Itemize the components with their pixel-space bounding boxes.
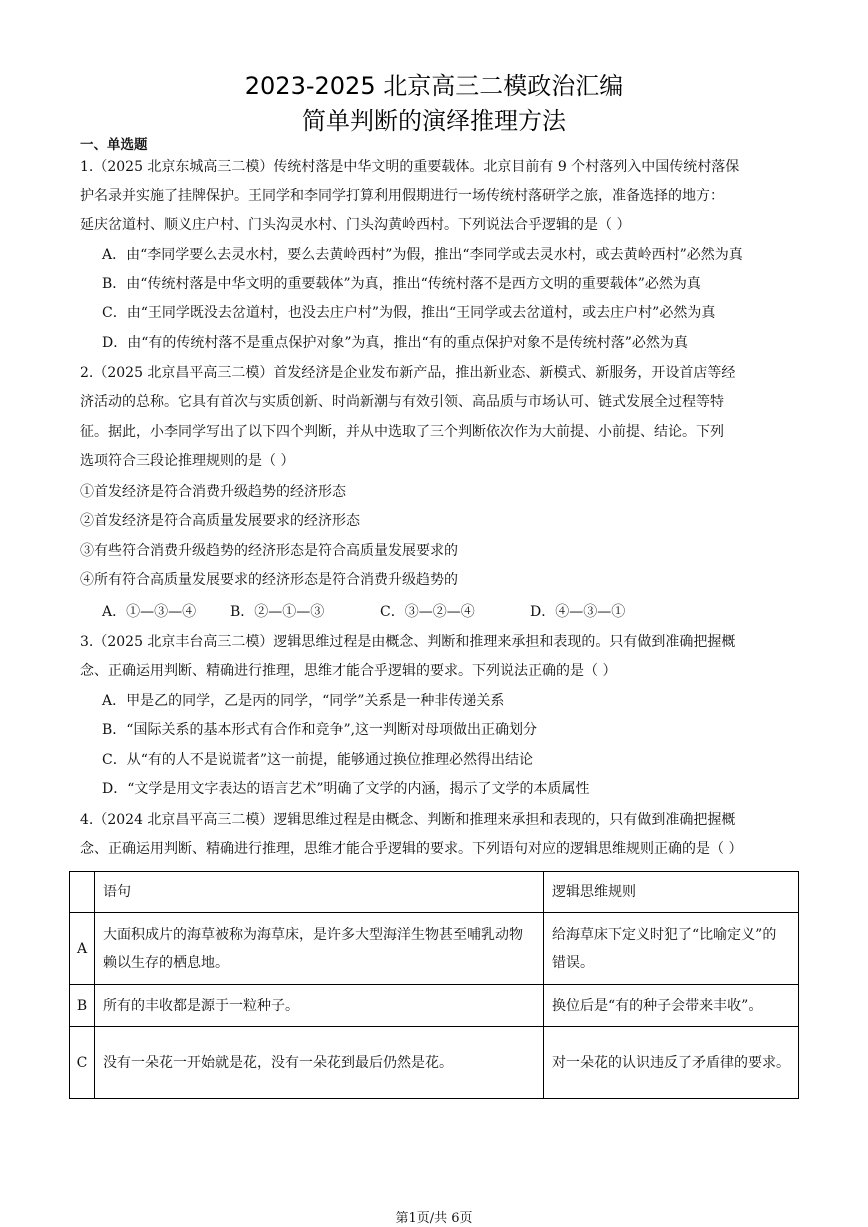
row-rule: 换位后是“有的种子会带来丰收”。 [544,985,799,1027]
q2-options-row [102,602,828,622]
row-sentence: 没有一朵花一开始就是花，没有一朵花到最后仍然是花。 [95,1027,544,1099]
document-subtitle: 简单判断的演绎推理方法 [302,107,566,135]
q4-stem-line: 4.（2024 北京昌平高三二模）逻辑思维过程是由概念、判断和推理来承担和表现的，只有做到准确把握概 [80,812,736,828]
q2-statement-4: ④所有符合高质量发展要求的经济形态是符合消费升级趋势的 [80,572,458,588]
table-header-sentence: 语句 [95,872,544,913]
row-option-label: A [70,913,95,985]
table-row [70,985,799,1027]
q1-stem-line: 护名录并实施了挂牌保护。王同学和李同学打算利用假期进行一场传统村落研学之旅，准备选择的地方： [80,188,724,204]
q2-option-d: D．④—③—① [530,604,626,620]
page-footer: 第1页/共 6页 [395,1211,473,1226]
q2-option-a: A．①—③—④ [102,604,197,620]
section-heading: 一、单选题 [80,137,148,153]
q1-option-b: B．由“传统村落是中华文明的重要载体”为真，推出“传统村落不是西方文明的重要载体”必然为真 [102,276,701,292]
row-sentence: 大面积成片的海草被称为海草床，是许多大型海洋生物甚至哺乳动物赖以生存的栖息地。 [95,913,544,985]
q3-option-b: B．“国际关系的基本形式有合作和竞争”,这一判断对母项做出正确划分 [102,722,538,738]
q4-stem-line: 念、正确运用判断、精确进行推理，思维才能合乎逻辑的要求。下列语句对应的逻辑思维规则正确的是（ ） [80,841,743,857]
table-row [70,913,799,985]
q3-stem-line: 3.（2025 北京丰台高三二模）逻辑思维过程是由概念、判断和推理来承担和表现的。只有做到准确把握概 [80,634,736,650]
q2-statement-1: ①首发经济是符合消费升级趋势的经济形态 [80,484,346,500]
q2-statement-3: ③有些符合消费升级趋势的经济形态是符合高质量发展要求的 [80,543,458,559]
table-header-option [70,872,95,913]
q2-option-c: C．③—②—④ [380,604,475,620]
q1-option-c: C．由“王同学既没去岔道村，也没去庄户村”为假，推出“王同学或去岔道村，或去庄户村”必然为真 [102,305,716,321]
q4-options-table [69,871,799,1099]
q2-statement-2: ②首发经济是符合高质量发展要求的经济形态 [80,513,360,529]
table-header-rule: 逻辑思维规则 [544,872,799,913]
q2-stem-line: 2.（2025 北京昌平高三二模）首发经济是企业发布新产品，推出新业态、新模式、新服务，开设首店等经 [80,365,736,381]
table-row [70,1027,799,1099]
q1-stem-line: 延庆岔道村、顺义庄户村、门头沟灵水村、门头沟黄岭西村。下列说法合乎逻辑的是（ ） [80,217,631,233]
row-option-label: B [70,985,95,1027]
document-title: 2023-2025 北京高三二模政治汇编 [244,72,624,100]
row-sentence: 所有的丰收都是源于一粒种子。 [95,985,544,1027]
table-header-row [70,872,799,913]
q3-option-a: A．甲是乙的同学，乙是丙的同学，“同学”关系是一种非传递关系 [102,693,505,709]
q3-option-d: D．“文学是用文字表达的语言艺术”明确了文学的内涵，揭示了文学的本质属性 [102,781,590,797]
q1-option-a: A．由“李同学要么去灵水村，要么去黄岭西村”为假，推出“李同学或去灵水村，或去黄岭西村”必然为真 [102,247,743,263]
q3-stem-line: 念、正确运用判断、精确进行推理，思维才能合乎逻辑的要求。下列说法正确的是（ ） [80,663,617,679]
row-option-label: C [70,1027,95,1099]
q1-option-d: D．由“有的传统村落不是重点保护对象”为真，推出“有的重点保护对象不是传统村落”必然为真 [102,335,688,351]
row-rule: 给海草床下定义时犯了“比喻定义”的错误。 [544,913,799,985]
q2-stem-line: 征。据此，小李同学写出了以下四个判断，并从中选取了三个判断依次作为大前提、小前提、结论。下列 [80,424,724,440]
q2-option-b: B．②—①—③ [230,604,325,620]
q2-stem-line: 选项符合三段论推理规则的是（ ） [80,453,295,469]
q1-stem-line: 1.（2025 北京东城高三二模）传统村落是中华文明的重要载体。北京目前有 9 个村落列入中国传统村落保 [80,159,740,175]
row-rule: 对一朵花的认识违反了矛盾律的要求。 [544,1027,799,1099]
q3-option-c: C．从“有的人不是说谎者”这一前提，能够通过换位推理必然得出结论 [102,752,534,768]
q2-stem-line: 济活动的总称。它具有首次与实质创新、时尚新潮与有效引领、高品质与市场认可、链式发展全过程等特 [80,394,724,410]
